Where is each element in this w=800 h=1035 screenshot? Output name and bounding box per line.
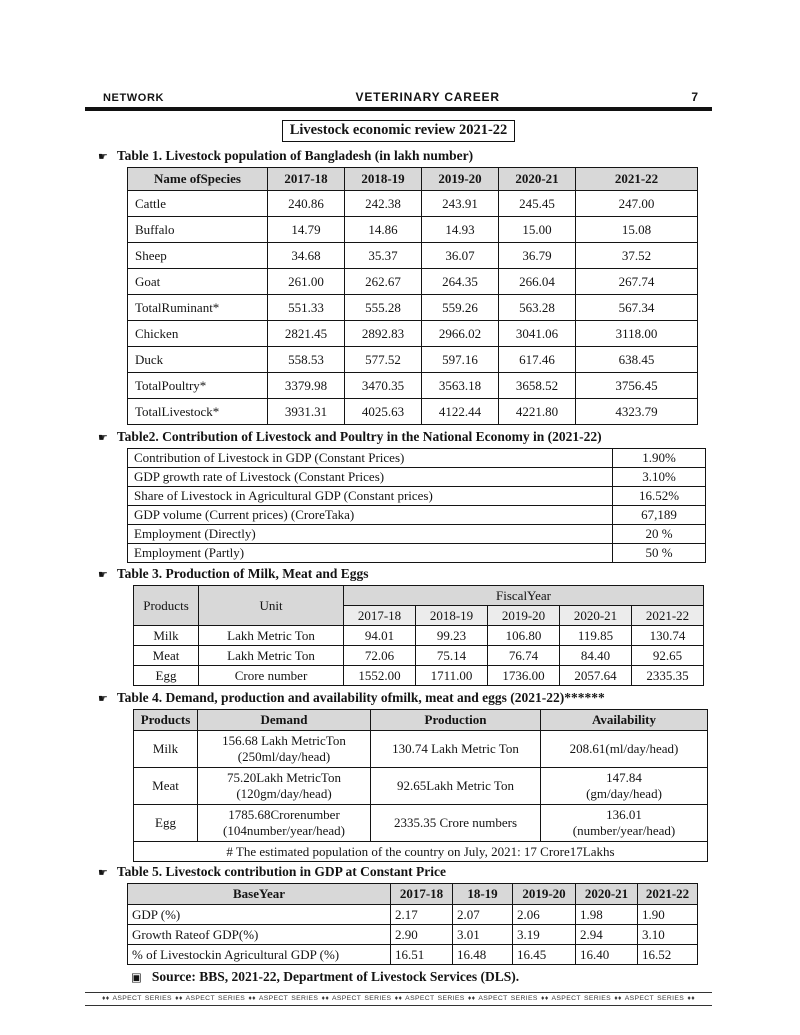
table-cell: 2.90 <box>391 925 453 945</box>
table5 <box>127 883 698 965</box>
table5-col-header: 2019-20 <box>513 884 576 905</box>
table-cell <box>541 768 708 805</box>
table5-header-row <box>128 884 698 905</box>
cell-line: 156.68 Lakh MetricTon <box>222 733 346 748</box>
table-cell: 3118.00 <box>576 321 698 347</box>
table2-caption-text: Table2. Contribution of Livestock and Poultry in the National Economy in (2021-22) <box>116 429 602 444</box>
table-cell: Employment (Partly) <box>128 544 613 563</box>
table-cell: Egg <box>134 666 199 686</box>
table-cell: 3.19 <box>513 925 576 945</box>
table-row <box>128 925 698 945</box>
table3-year-header: 2019-20 <box>488 606 560 626</box>
table-cell: TotalRuminant* <box>128 295 268 321</box>
pointing-hand-icon: ☛ <box>98 431 108 444</box>
table-cell: 119.85 <box>560 626 632 646</box>
cell-line: (250ml/day/head) <box>237 749 331 764</box>
page-number: 7 <box>691 90 698 104</box>
table-cell: 1552.00 <box>344 666 416 686</box>
table3 <box>133 585 704 686</box>
table-cell: Sheep <box>128 243 268 269</box>
pointing-hand-icon: ☛ <box>98 568 108 581</box>
table-cell: 247.00 <box>576 191 698 217</box>
table-cell: 75.14 <box>416 646 488 666</box>
cell-line: 75.20Lakh MetricTon <box>227 770 341 785</box>
table-cell <box>198 805 371 842</box>
table-cell: Contribution of Livestock in GDP (Constant Prices) <box>128 449 613 468</box>
cell-line: (number/year/head) <box>572 823 676 838</box>
table5-col-header: 18-19 <box>453 884 513 905</box>
table5-col-header: 2017-18 <box>391 884 453 905</box>
table-cell: 15.08 <box>576 217 698 243</box>
table-row <box>128 468 706 487</box>
table-cell: 551.33 <box>268 295 345 321</box>
table1-col-header: 2018-19 <box>345 168 422 191</box>
table-cell: 1736.00 <box>488 666 560 686</box>
cell-line: 136.01 <box>606 807 642 822</box>
table-cell: 3470.35 <box>345 373 422 399</box>
table-cell: 267.74 <box>576 269 698 295</box>
table3-year-header: 2018-19 <box>416 606 488 626</box>
table-cell: 16.51 <box>391 945 453 965</box>
table-cell: TotalLivestock* <box>128 399 268 425</box>
table-cell: TotalPoultry* <box>128 373 268 399</box>
table-cell: 555.28 <box>345 295 422 321</box>
table4-note: # The estimated population of the country on July, 2021: 17 Crore17Lakhs <box>134 842 708 862</box>
footer-aspect-series: ♦♦ ASPECT SERIES ♦♦ ASPECT SERIES ♦♦ ASPECT SERIES ♦♦ ASPECT SERIES ♦♦ ASPECT SERIES ♦♦ ASPECT SERIES ♦♦ ASPECT SERIES ♦♦ ASPECT SERIES ♦♦ <box>85 992 712 1006</box>
table-cell: 4122.44 <box>422 399 499 425</box>
table-cell: 14.86 <box>345 217 422 243</box>
table4-col-header: Demand <box>198 710 371 731</box>
table-cell: 92.65Lakh Metric Ton <box>371 768 541 805</box>
table-cell: 14.79 <box>268 217 345 243</box>
table-row <box>128 399 698 425</box>
table-row <box>128 905 698 925</box>
table-cell: Buffalo <box>128 217 268 243</box>
table-cell: Meat <box>134 646 199 666</box>
table1-col-header: 2017-18 <box>268 168 345 191</box>
table-cell: 266.04 <box>499 269 576 295</box>
table-row <box>128 191 698 217</box>
table-cell: 2966.02 <box>422 321 499 347</box>
table-cell: 1.98 <box>576 905 638 925</box>
table-cell: 243.91 <box>422 191 499 217</box>
table1-col-header: 2021-22 <box>576 168 698 191</box>
table-cell <box>198 768 371 805</box>
table-cell: 1.90% <box>613 449 706 468</box>
table-cell: 563.28 <box>499 295 576 321</box>
table-cell: 16.48 <box>453 945 513 965</box>
table-row <box>134 666 704 686</box>
page-title: Livestock economic review 2021-22 <box>282 120 516 142</box>
table-row <box>128 544 706 563</box>
table-cell: 208.61(ml/day/head) <box>541 731 708 768</box>
table-cell: Goat <box>128 269 268 295</box>
table-cell: 3041.06 <box>499 321 576 347</box>
table1-caption-text: Table 1. Livestock population of Bangladesh (in lakh number) <box>116 148 474 163</box>
table4-col-header: Products <box>134 710 198 731</box>
header-network-label: NETWORK <box>103 92 165 104</box>
table-cell: 15.00 <box>499 217 576 243</box>
table5-col-header: 2021-22 <box>638 884 698 905</box>
table-cell: 20 % <box>613 525 706 544</box>
table-cell: 72.06 <box>344 646 416 666</box>
table-row <box>128 295 698 321</box>
table5-caption-text: Table 5. Livestock contribution in GDP at Constant Price <box>116 864 447 879</box>
table3-caption <box>85 566 712 582</box>
table-cell <box>541 805 708 842</box>
table-cell: 3.01 <box>453 925 513 945</box>
table-cell: Milk <box>134 731 198 768</box>
table-cell: 3379.98 <box>268 373 345 399</box>
table-cell: Duck <box>128 347 268 373</box>
table-cell: 559.26 <box>422 295 499 321</box>
page-content <box>85 90 712 1006</box>
table-cell: 130.74 <box>632 626 704 646</box>
table-cell: Cattle <box>128 191 268 217</box>
table-cell: 84.40 <box>560 646 632 666</box>
table-cell: 99.23 <box>416 626 488 646</box>
table-cell: 2335.35 <box>632 666 704 686</box>
table-cell: Growth Rateof GDP(%) <box>128 925 391 945</box>
table3-fiscalyear-header: FiscalYear <box>344 586 704 606</box>
table-cell: 617.46 <box>499 347 576 373</box>
table-cell: 2892.83 <box>345 321 422 347</box>
table-cell: 2057.64 <box>560 666 632 686</box>
table-cell: 92.65 <box>632 646 704 666</box>
table-row <box>128 525 706 544</box>
table-cell: 3563.18 <box>422 373 499 399</box>
table-cell: 2.94 <box>576 925 638 945</box>
table-cell: 567.34 <box>576 295 698 321</box>
table-cell: 16.45 <box>513 945 576 965</box>
table-cell: 2335.35 Crore numbers <box>371 805 541 842</box>
table-row <box>128 487 706 506</box>
table-cell: Employment (Directly) <box>128 525 613 544</box>
table1-header-row <box>128 168 698 191</box>
table-cell: 16.40 <box>576 945 638 965</box>
table-cell: 106.80 <box>488 626 560 646</box>
table-cell: 2.06 <box>513 905 576 925</box>
table-cell: Share of Livestock in Agricultural GDP (Constant prices) <box>128 487 613 506</box>
table1-col-header: Name ofSpecies <box>128 168 268 191</box>
table-cell: % of Livestockin Agricultural GDP (%) <box>128 945 391 965</box>
table-cell: 37.52 <box>576 243 698 269</box>
table2-caption <box>85 429 712 445</box>
table-row <box>128 506 706 525</box>
table-row <box>128 945 698 965</box>
header-journal-title: VETERINARY CAREER <box>355 90 500 104</box>
table-cell: 14.93 <box>422 217 499 243</box>
table-cell: 638.45 <box>576 347 698 373</box>
table-cell: 36.07 <box>422 243 499 269</box>
table3-year-header: 2021-22 <box>632 606 704 626</box>
table-cell: 262.67 <box>345 269 422 295</box>
source-text: Source: BBS, 2021-22, Department of Livestock Services (DLS). <box>151 969 520 984</box>
table-cell: 264.35 <box>422 269 499 295</box>
source-row <box>131 969 712 985</box>
table-cell: 76.74 <box>488 646 560 666</box>
table-cell: GDP growth rate of Livestock (Constant Prices) <box>128 468 613 487</box>
table-cell: 4221.80 <box>499 399 576 425</box>
table4-caption <box>85 690 712 706</box>
table-cell: 577.52 <box>345 347 422 373</box>
table3-unit-header: Unit <box>199 586 344 626</box>
table-cell: 1711.00 <box>416 666 488 686</box>
table-cell: Meat <box>134 768 198 805</box>
table-cell: 36.79 <box>499 243 576 269</box>
cell-line: (104number/year/head) <box>222 823 345 838</box>
table-cell: 2.17 <box>391 905 453 925</box>
table1 <box>127 167 698 425</box>
table-cell: Egg <box>134 805 198 842</box>
table-cell: 1.90 <box>638 905 698 925</box>
table-row <box>134 768 708 805</box>
table-cell: 245.45 <box>499 191 576 217</box>
table-cell: 67,189 <box>613 506 706 525</box>
title-row <box>85 120 712 142</box>
pointing-hand-icon: ☛ <box>98 692 108 705</box>
table-row <box>128 347 698 373</box>
table-cell: 35.37 <box>345 243 422 269</box>
table-cell: GDP (%) <box>128 905 391 925</box>
table4-col-header: Production <box>371 710 541 731</box>
table-row <box>134 731 708 768</box>
table-cell: 130.74 Lakh Metric Ton <box>371 731 541 768</box>
table-row <box>128 373 698 399</box>
table5-col-header: 2020-21 <box>576 884 638 905</box>
table-row <box>128 321 698 347</box>
pointing-hand-icon: ☛ <box>98 150 108 163</box>
table-cell: 16.52 <box>638 945 698 965</box>
table-row <box>134 646 704 666</box>
table-cell: Milk <box>134 626 199 646</box>
table5-col-header: BaseYear <box>128 884 391 905</box>
table-cell: 4025.63 <box>345 399 422 425</box>
table1-col-header: 2020-21 <box>499 168 576 191</box>
table-cell: 94.01 <box>344 626 416 646</box>
table-cell: 3.10% <box>613 468 706 487</box>
table-cell: 3658.52 <box>499 373 576 399</box>
page-header <box>85 90 712 104</box>
table4 <box>133 709 708 862</box>
table-cell: 261.00 <box>268 269 345 295</box>
table4-col-header: Availability <box>541 710 708 731</box>
table-cell: 242.38 <box>345 191 422 217</box>
cell-line: 147.84 <box>606 770 642 785</box>
table-cell: 3931.31 <box>268 399 345 425</box>
header-rule <box>85 107 712 111</box>
table-cell: 2821.45 <box>268 321 345 347</box>
table-cell: Lakh Metric Ton <box>199 626 344 646</box>
table-cell: 240.86 <box>268 191 345 217</box>
table-row <box>134 805 708 842</box>
table4-note-row <box>134 842 708 862</box>
table-cell: 34.68 <box>268 243 345 269</box>
table-row <box>128 269 698 295</box>
table-cell: 16.52% <box>613 487 706 506</box>
table2 <box>127 448 706 563</box>
table-cell: Lakh Metric Ton <box>199 646 344 666</box>
table4-header-row <box>134 710 708 731</box>
table3-year-header: 2020-21 <box>560 606 632 626</box>
table-cell: 558.53 <box>268 347 345 373</box>
table-cell: Chicken <box>128 321 268 347</box>
table3-caption-text: Table 3. Production of Milk, Meat and Eggs <box>116 566 369 581</box>
table3-year-header: 2017-18 <box>344 606 416 626</box>
table-row <box>134 626 704 646</box>
table-cell: Crore number <box>199 666 344 686</box>
table-row <box>128 217 698 243</box>
table5-caption <box>85 864 712 880</box>
table-cell <box>198 731 371 768</box>
table-cell: 2.07 <box>453 905 513 925</box>
table4-caption-text: Table 4. Demand, production and availability ofmilk, meat and eggs (2021-22)****** <box>116 690 605 705</box>
table-cell: 3.10 <box>638 925 698 945</box>
square-bullet-icon: ▣ <box>131 970 142 984</box>
table-row <box>128 449 706 468</box>
table-cell: 50 % <box>613 544 706 563</box>
table-cell: 3756.45 <box>576 373 698 399</box>
pointing-hand-icon: ☛ <box>98 866 108 879</box>
cell-line: (120gm/day/head) <box>236 786 332 801</box>
cell-line: 1785.68Crorenumber <box>228 807 340 822</box>
table-row <box>128 243 698 269</box>
cell-line: (gm/day/head) <box>586 786 662 801</box>
table3-header-row <box>134 586 704 606</box>
table1-caption <box>85 148 712 164</box>
table3-products-header: Products <box>134 586 199 626</box>
table-cell: GDP volume (Current prices) (CroreTaka) <box>128 506 613 525</box>
table-cell: 4323.79 <box>576 399 698 425</box>
table1-col-header: 2019-20 <box>422 168 499 191</box>
table-cell: 597.16 <box>422 347 499 373</box>
